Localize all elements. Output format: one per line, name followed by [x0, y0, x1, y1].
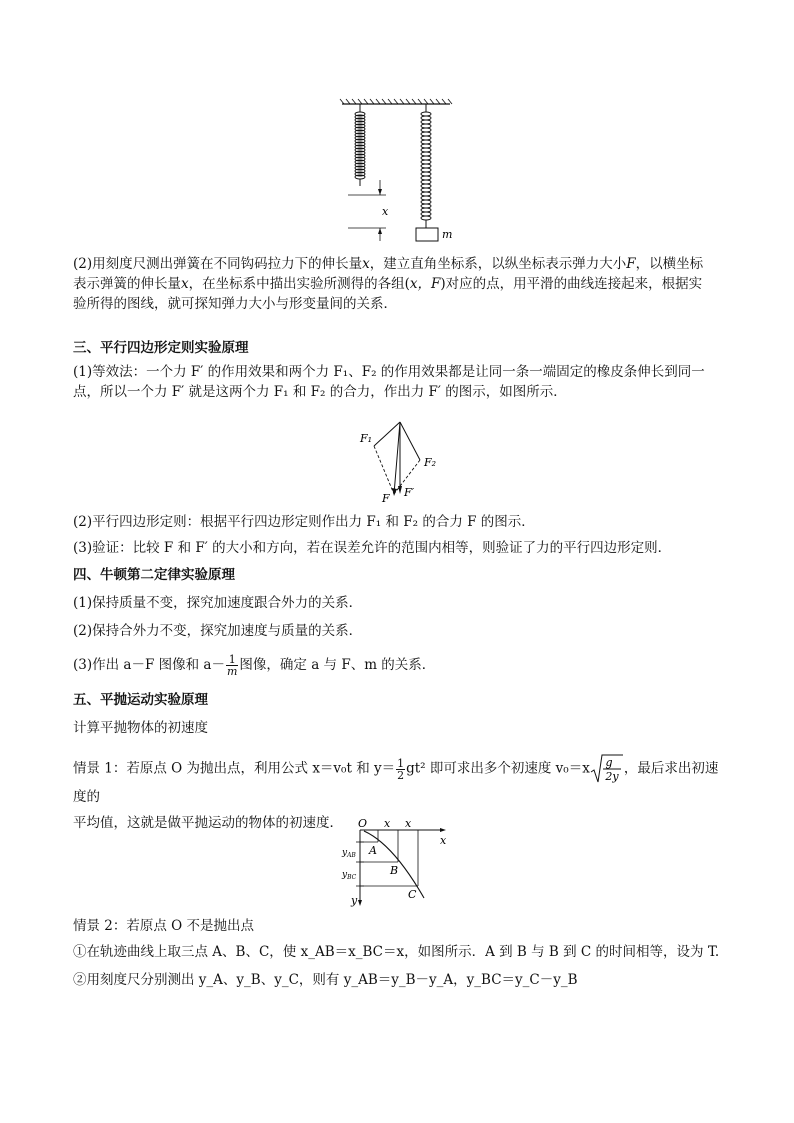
var-x: x	[181, 276, 189, 292]
force-Fprime-label: F′	[404, 486, 415, 499]
text-span: 情景 1：若原点 O 为抛出点，利用公式 x＝v₀t 和 y＝	[73, 760, 396, 777]
section-3-heading: 三、平行四边形定则实验原理	[73, 340, 249, 356]
sec3-p2: (2)平行四边形定则：根据平行四边形定则作出力 F₁ 和 F₂ 的合力 F 的图示．	[73, 514, 535, 530]
sec3-p1	[73, 362, 725, 402]
var-x: x	[362, 256, 370, 272]
sec5-scenario-2: 情景 2：若原点 O 不是抛出点	[73, 918, 255, 934]
sec5-s2-p1: ①在轨迹曲线上取三点 A、B、C，使 x_AB＝x_BC＝x，如图所示．A 到 B 与 B 到 C 的时间相等，设为 T.	[73, 944, 720, 960]
text-span: ，最后求出初速度的	[73, 760, 719, 805]
text-span: (2)用刻度尺测出弹簧在不同钩码拉力下的伸长量	[73, 256, 363, 272]
var-F: F	[626, 256, 636, 272]
fraction-numerator: 1	[397, 756, 405, 770]
text-span: 表示弹簧的伸长量	[73, 276, 181, 292]
text-span: 点，所以一个力 F′ 就是这两个力 F₁ 和 F₂ 的合力，作出力 F′ 的图示，如图所示．	[73, 384, 567, 400]
text-span: gt² 即可求出多个初速度 v₀＝x	[406, 760, 590, 777]
sqrt-denominator: 2y	[605, 770, 619, 783]
fraction-denominator: 2	[397, 768, 405, 782]
fraction-1-over-m	[226, 654, 238, 677]
yBC-label: $y_{BC}$	[342, 870, 357, 881]
text-span: )对应的点，用平滑的曲线连接起来，根据实	[440, 276, 703, 292]
sqrt-numerator: g	[605, 756, 613, 769]
spring-figure	[338, 96, 458, 246]
fraction-denominator: m	[226, 665, 238, 678]
sec4-p3	[73, 654, 725, 677]
fraction-numerator: 1	[226, 654, 238, 666]
projectile-figure	[338, 818, 458, 910]
spring-x-label: x	[382, 205, 389, 218]
text-span: (3)作出 a－F 图像和 a－	[73, 657, 225, 673]
text-span: 平均值，这就是做平抛运动的物体的初速度．	[73, 815, 343, 831]
fraction-one-half	[396, 758, 405, 781]
text-span: ，以横坐标	[635, 256, 704, 272]
sec5-sub: 计算平抛物体的初速度	[73, 720, 208, 736]
y-axis-label: y	[351, 894, 358, 907]
text-span: ，建立直角坐标系，以纵坐标表示弹力大小	[369, 256, 627, 272]
sqrt-g-over-2y	[590, 754, 624, 784]
spring-paragraph	[73, 254, 725, 314]
yAB-label: $y_{AB}$	[342, 848, 356, 859]
sec4-p1: (1)保持质量不变，探究加速度跟合外力的关系．	[73, 595, 363, 611]
point-A-label: A	[369, 844, 377, 857]
text-span: 验所得的图线，就可探知弹力大小与形变量间的关系．	[73, 296, 397, 312]
var-pair: x，F	[409, 276, 441, 292]
point-C-label: C	[408, 888, 417, 901]
section-4-heading: 四、牛顿第二定律实验原理	[73, 567, 235, 583]
sec5-s2-p2: ②用刻度尺分别测出 y_A、y_B、y_C，则有 y_AB＝y_B－y_A，y_BC＝y_C－y_B	[73, 972, 578, 988]
x-tick-2-label: x	[405, 818, 412, 830]
sec4-p2: (2)保持合外力不变，探究加速度与质量的关系．	[73, 623, 363, 639]
point-B-label: B	[390, 864, 399, 877]
sec3-p3: (3)验证：比较 F 和 F′ 的大小和方向，若在误差允许的范围内相等，则验证了力的平行四边形定则．	[73, 540, 672, 556]
force-F2-label: F₂	[424, 456, 437, 469]
force-parallelogram-figure	[356, 416, 446, 504]
x-axis-label: x	[440, 834, 447, 847]
text-span: ，在坐标系中描出实验所测得的各组(	[188, 276, 410, 292]
force-F1-label: F₁	[360, 432, 373, 445]
origin-O-label: O	[358, 818, 368, 830]
spring-mass-label: m	[442, 228, 453, 241]
text-span: (1)等效法：一个力 F′ 的作用效果和两个力 F₁、F₂ 的作用效果都是让同一条一端固定的橡皮条伸长到同一	[73, 364, 705, 380]
section-5-heading: 五、平抛运动实验原理	[73, 692, 208, 708]
text-span: 图像，确定 a 与 F、m 的关系．	[239, 657, 436, 673]
x-tick-1-label: x	[384, 818, 391, 830]
force-F-label: F	[382, 492, 390, 504]
